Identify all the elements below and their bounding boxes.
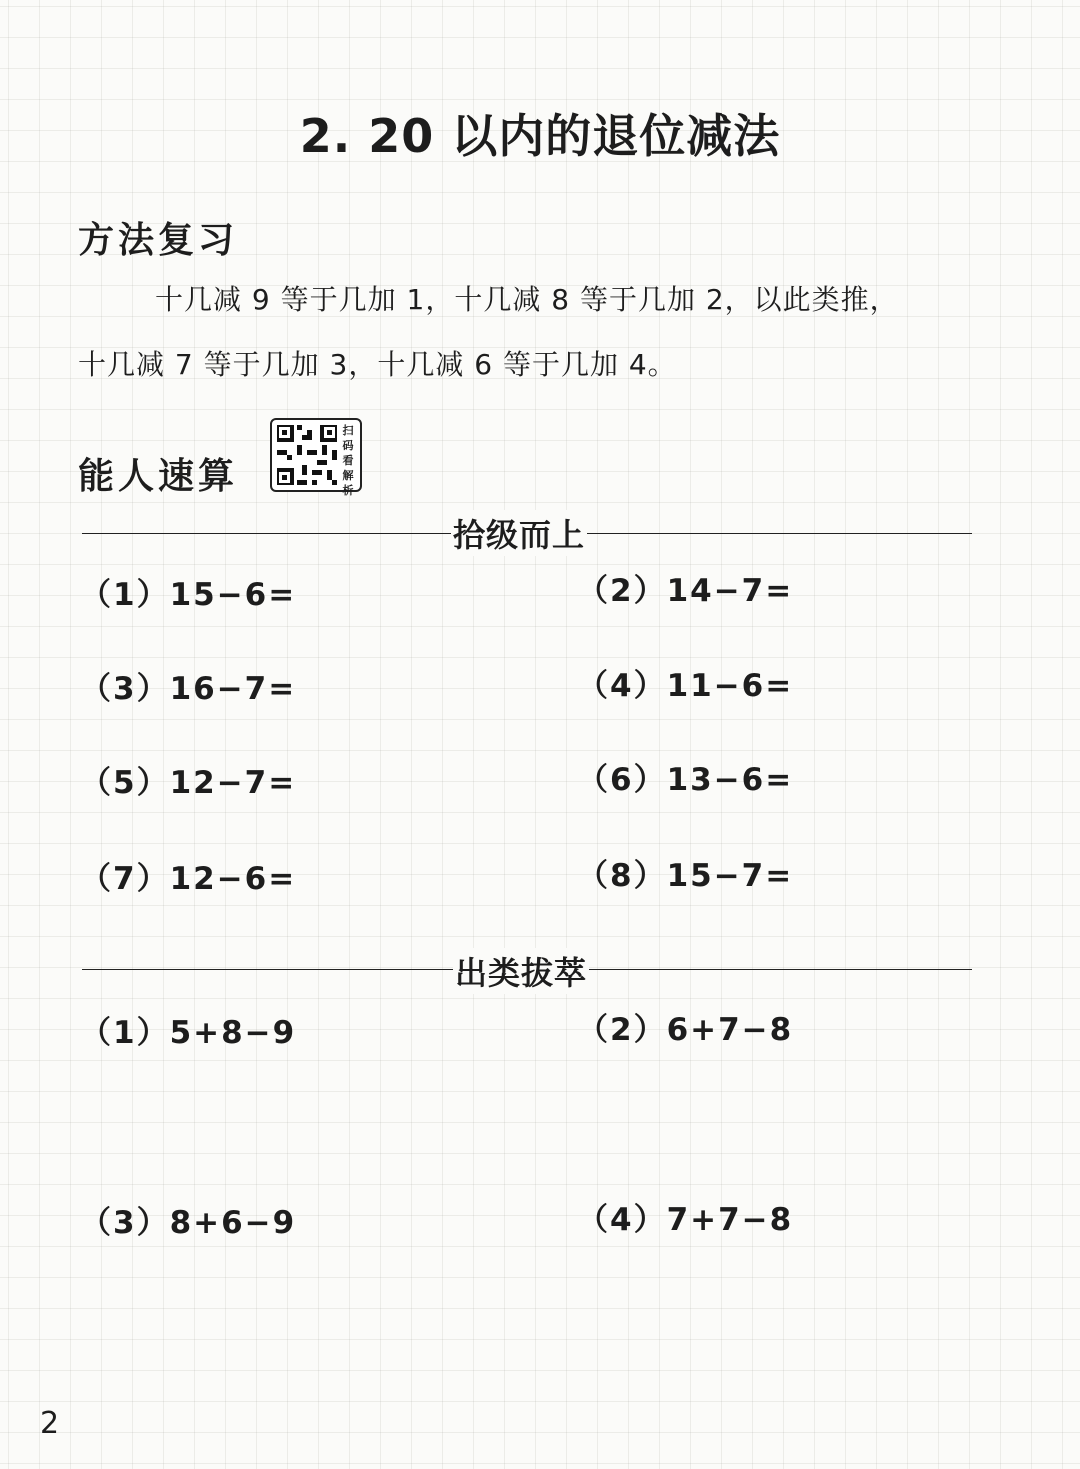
section-label-2: 出类拔萃 xyxy=(453,948,589,994)
quick-calc-heading: 能人速算 xyxy=(78,456,239,497)
mixed-problem-2: （2）6+7−8 xyxy=(577,1012,794,1048)
page-number: 2 xyxy=(40,1406,60,1441)
problem-5: （5）12−7= xyxy=(80,765,297,801)
qr-label: 扫码看解析 xyxy=(342,424,354,497)
method-review-heading: 方法复习 xyxy=(78,220,239,261)
mixed-problem-1: （1）5+8−9 xyxy=(80,1015,297,1051)
problem-2: （2）14−7= xyxy=(577,573,794,609)
problem-8: （8）15−7= xyxy=(577,858,794,894)
problem-1: （1）15−6= xyxy=(80,577,297,613)
qr-code-icon[interactable] xyxy=(270,418,362,497)
problem-4: （4）11−6= xyxy=(577,668,794,704)
problem-7: （7）12−6= xyxy=(80,861,297,897)
mixed-problem-3: （3）8+6−9 xyxy=(80,1205,297,1241)
problem-6: （6）13−6= xyxy=(577,762,794,798)
mixed-problem-4: （4）7+7−8 xyxy=(577,1202,794,1238)
review-text-line-2: 十几减 7 等于几加 3，十几减 6 等于几加 4。 xyxy=(78,348,677,381)
page-title: 2. 20 以内的退位减法 xyxy=(299,109,781,163)
qr-pattern xyxy=(277,425,337,485)
problem-3: （3）16−7= xyxy=(80,671,297,707)
review-text-line-1: 十几减 9 等于几加 1，十几减 8 等于几加 2，以此类推， xyxy=(155,283,899,316)
section-label-1: 拾级而上 xyxy=(451,510,587,556)
